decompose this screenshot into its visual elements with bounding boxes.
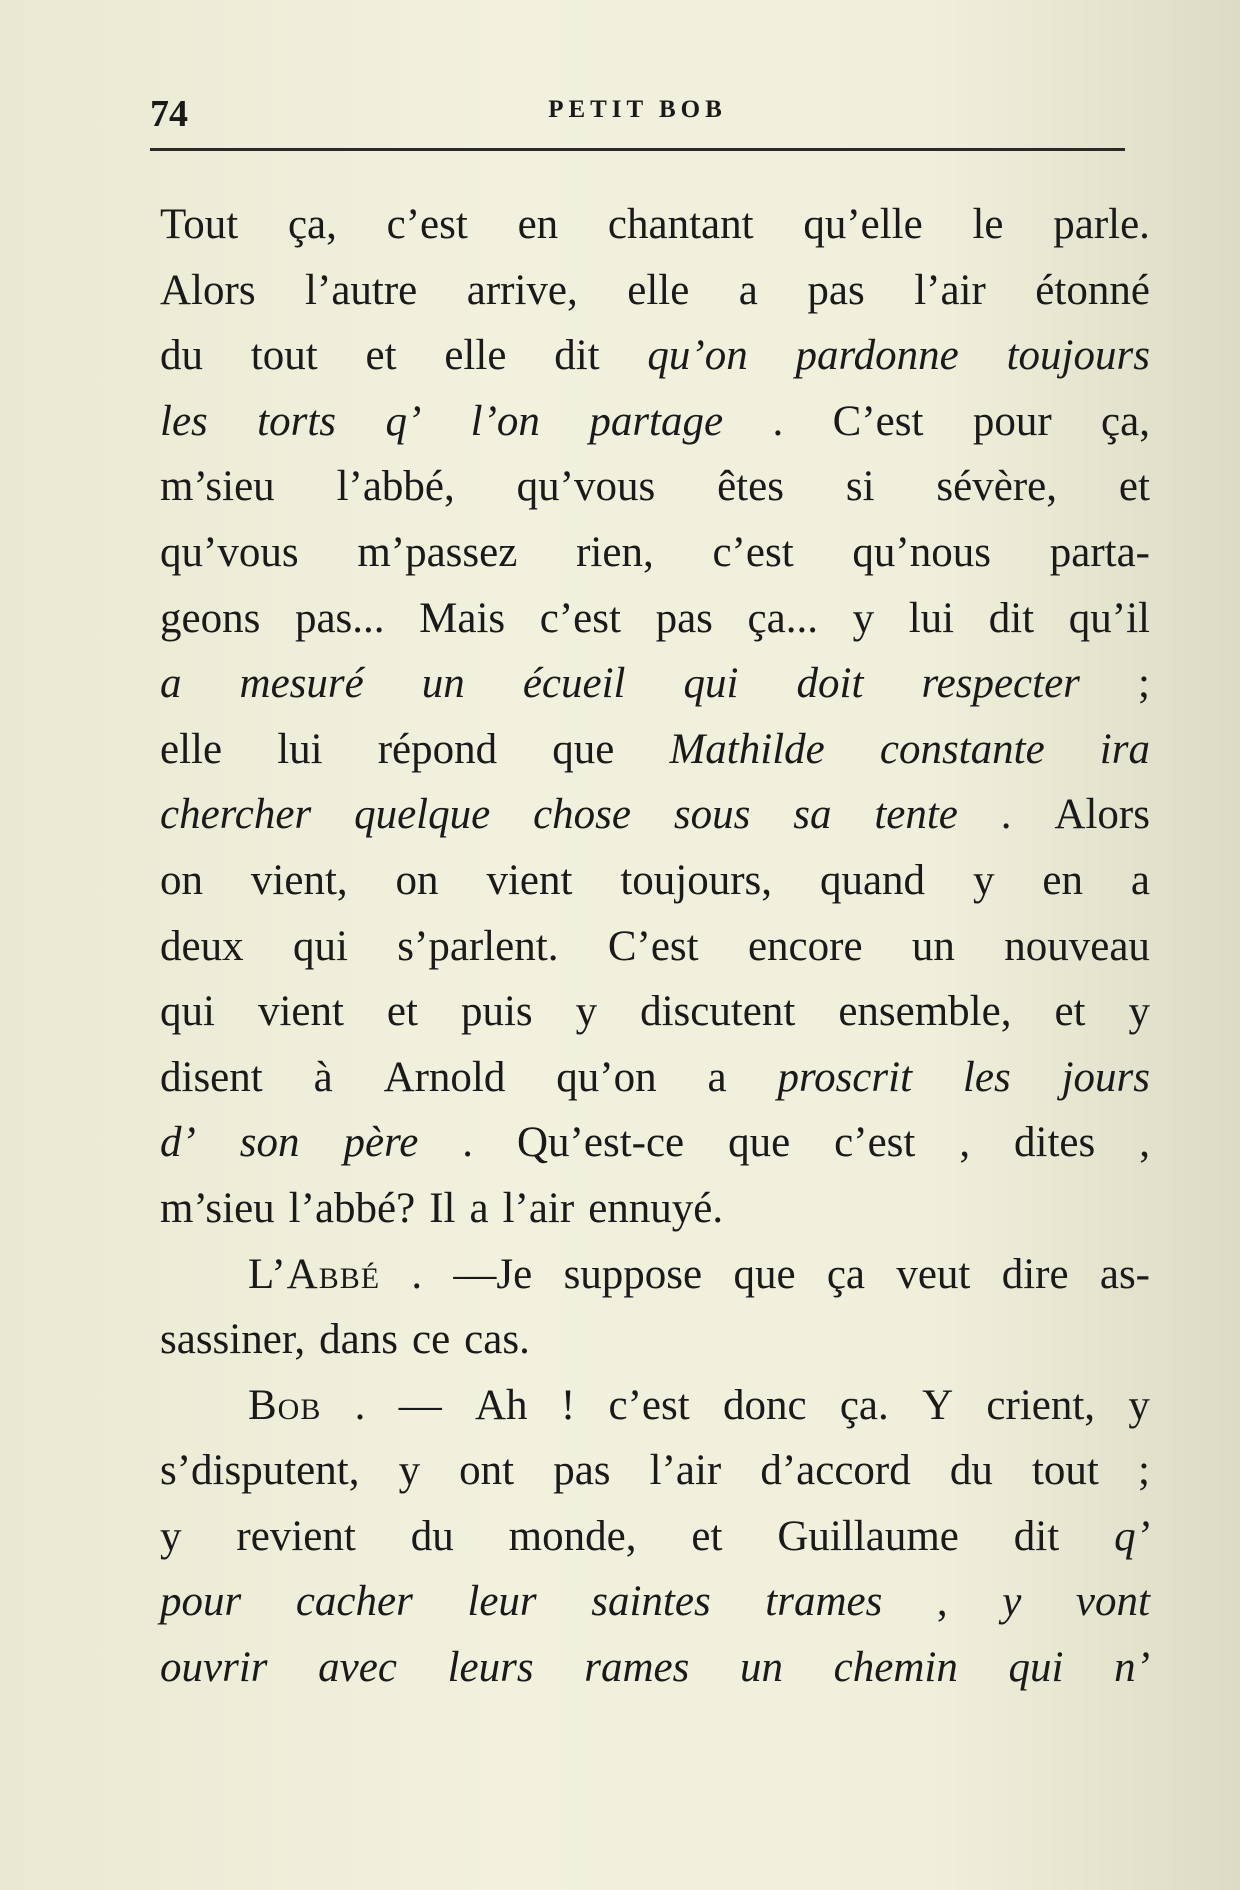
word: m’sieu	[160, 463, 275, 511]
word: c’est	[386, 201, 468, 248]
word: .	[772, 397, 784, 445]
word: suppose	[563, 1250, 703, 1298]
word: revient	[236, 1512, 356, 1560]
word: elle	[444, 332, 507, 380]
word: respecter	[921, 660, 1080, 708]
word: qu’vous	[516, 463, 656, 511]
word: avec	[318, 1644, 397, 1692]
word: L’Abbé	[248, 1250, 381, 1298]
word: que	[733, 1250, 796, 1298]
word: chemin	[833, 1644, 958, 1692]
text-line	[160, 1569, 1150, 1635]
word: q’	[1114, 1512, 1150, 1560]
word: et	[1118, 463, 1150, 511]
word: saintes	[591, 1578, 711, 1626]
word: écueil	[522, 660, 626, 708]
word: ;	[1137, 660, 1150, 708]
word: et	[386, 988, 418, 1036]
word: nouveau	[1004, 922, 1150, 970]
word: et	[691, 1512, 723, 1560]
text-line	[160, 258, 1150, 324]
word: l’air	[502, 1184, 575, 1232]
word: c’est	[539, 594, 621, 642]
word: l’on	[470, 397, 540, 445]
word: son	[239, 1119, 300, 1167]
word: —Je	[453, 1250, 533, 1298]
text-line	[160, 1045, 1150, 1111]
word: proscrit	[777, 1053, 913, 1101]
word: a	[738, 266, 758, 314]
word: en	[517, 201, 559, 248]
word: a	[469, 1184, 489, 1232]
word: en	[1042, 856, 1083, 904]
text-line	[160, 979, 1150, 1045]
word: jours	[1061, 1053, 1150, 1101]
word: as-	[1099, 1250, 1150, 1298]
word: s’parlent.	[397, 922, 559, 970]
running-title: PETIT BOB	[548, 96, 727, 123]
word: sous	[673, 791, 751, 839]
word: d’accord	[760, 1447, 911, 1495]
word: un	[421, 660, 465, 708]
word: du	[160, 332, 203, 380]
word: parta-	[1049, 528, 1150, 576]
word: ça.	[839, 1381, 889, 1429]
word: ça	[826, 1250, 866, 1298]
word: les	[962, 1053, 1011, 1101]
word: Tout	[160, 201, 239, 248]
word: .	[462, 1119, 474, 1167]
text-line	[160, 1176, 1150, 1242]
word: Bob	[248, 1381, 322, 1429]
word: Guillaume	[777, 1512, 959, 1560]
word: y	[1128, 988, 1150, 1036]
word: a	[1130, 856, 1150, 904]
word: rames	[584, 1644, 690, 1692]
word: pour	[972, 397, 1052, 445]
word: c’est	[608, 1381, 690, 1429]
word: ;	[1137, 1447, 1150, 1495]
word: lui	[277, 725, 323, 773]
word: y	[575, 988, 598, 1036]
word: on	[395, 856, 439, 904]
word: cacher	[295, 1578, 413, 1626]
text-line	[160, 1307, 1150, 1373]
word: si	[845, 463, 875, 511]
word: q’	[385, 397, 422, 445]
word: qui	[160, 988, 215, 1036]
word: leurs	[447, 1644, 534, 1692]
word: les	[160, 397, 208, 445]
word: un	[740, 1644, 783, 1692]
word: Alors	[160, 266, 256, 314]
word: constante	[879, 725, 1045, 773]
word: y	[398, 1447, 421, 1495]
word: leur	[467, 1578, 537, 1626]
word: c’est	[834, 1119, 916, 1167]
word: parle.	[1053, 201, 1150, 248]
word: C’est	[607, 922, 699, 970]
word: ensemble,	[838, 988, 1012, 1036]
word: n’	[1114, 1644, 1150, 1692]
text-line	[160, 1635, 1150, 1701]
word: ça,	[287, 201, 337, 248]
word: ont	[459, 1447, 515, 1495]
word: vient	[486, 856, 573, 904]
word: du	[949, 1447, 993, 1495]
text-line	[160, 389, 1150, 455]
word: Alors	[1054, 791, 1150, 839]
word: ennuyé.	[588, 1184, 724, 1232]
word: dans	[319, 1316, 398, 1364]
word: mesuré	[239, 660, 364, 708]
word: .	[411, 1250, 423, 1298]
word: ,	[1139, 1119, 1150, 1167]
word: arrive,	[466, 266, 578, 314]
word: cas.	[464, 1316, 530, 1364]
word: —	[398, 1381, 442, 1429]
word: un	[911, 922, 955, 970]
text-line	[160, 848, 1150, 914]
word: à	[313, 1053, 333, 1101]
word: quand	[819, 856, 926, 904]
word: Mais	[419, 594, 506, 642]
word: vient	[257, 988, 344, 1036]
word: c’est	[712, 528, 794, 576]
text-line	[160, 192, 1150, 258]
word: pardonne	[795, 332, 959, 380]
word: Il	[429, 1184, 456, 1232]
word: étonné	[1035, 266, 1150, 314]
word: donc	[722, 1381, 807, 1429]
word: Mathilde	[669, 725, 825, 773]
word: tout	[1031, 1447, 1099, 1495]
word: y	[160, 1512, 182, 1560]
word: qui	[1008, 1644, 1064, 1692]
text-line	[160, 586, 1150, 652]
word: .	[1000, 791, 1012, 839]
word: puis	[460, 988, 533, 1036]
word: ça,	[1101, 397, 1150, 445]
text-line	[160, 323, 1150, 389]
word: pas	[553, 1447, 611, 1495]
page-number: 74	[150, 93, 188, 135]
text-line	[160, 1242, 1150, 1308]
word: chose	[533, 791, 631, 839]
word: vient,	[250, 856, 348, 904]
word: m’sieu	[160, 1184, 275, 1232]
word: que	[552, 725, 615, 773]
page-header	[150, 88, 1125, 151]
text-line	[160, 1373, 1150, 1439]
word: dit	[988, 594, 1035, 642]
word: partage	[589, 397, 724, 445]
word: tout	[250, 332, 318, 380]
word: lui	[908, 594, 955, 642]
word: chantant	[607, 201, 754, 248]
word: ira	[1099, 725, 1150, 773]
word: veut	[896, 1250, 971, 1298]
word: discutent	[640, 988, 796, 1036]
word: encore	[747, 922, 863, 970]
word: Arnold	[383, 1053, 506, 1101]
text-line	[160, 520, 1150, 586]
word: disent	[160, 1053, 263, 1101]
word: geons	[160, 594, 261, 642]
word: l’autre	[305, 266, 418, 314]
word: quelque	[354, 791, 491, 839]
word: êtes	[717, 463, 784, 511]
word: a	[707, 1053, 727, 1101]
text-line	[160, 914, 1150, 980]
word: dire	[1001, 1250, 1069, 1298]
word: ça...	[747, 594, 818, 642]
word: ce	[412, 1316, 451, 1364]
word: doit	[796, 660, 864, 708]
word: vont	[1075, 1578, 1150, 1626]
word: qu’vous	[160, 528, 299, 576]
word: père	[343, 1119, 419, 1167]
word: qui	[683, 660, 739, 708]
word: on	[160, 856, 203, 904]
word: qu’il	[1068, 594, 1150, 642]
word: et	[1054, 988, 1086, 1036]
word: sa	[793, 791, 832, 839]
word: Ah	[475, 1381, 528, 1429]
word: elle	[160, 725, 223, 773]
word: du	[410, 1512, 454, 1560]
word: l’abbé,	[336, 463, 455, 511]
word: que	[728, 1119, 791, 1167]
word: qu’on	[556, 1053, 657, 1101]
text-line	[160, 717, 1150, 783]
word: ,	[959, 1119, 971, 1167]
word: pas...	[294, 594, 385, 642]
word: rien,	[576, 528, 654, 576]
word: l’air	[649, 1447, 722, 1495]
text-line	[160, 1438, 1150, 1504]
text-line	[160, 1504, 1150, 1570]
word: dit	[554, 332, 600, 380]
word: toujours	[1006, 332, 1150, 380]
word: toujours,	[620, 856, 773, 904]
word: et	[365, 332, 397, 380]
word: s’disputent,	[160, 1447, 360, 1495]
text-line	[160, 454, 1150, 520]
word: monde,	[508, 1512, 637, 1560]
word: pas	[807, 266, 865, 314]
word: l’air	[914, 266, 986, 314]
text-line	[160, 1110, 1150, 1176]
word: m’passez	[357, 528, 518, 576]
word: y	[1128, 1381, 1150, 1429]
word: elle	[627, 266, 690, 314]
word: le	[972, 201, 1004, 248]
word: qu’elle	[803, 201, 923, 248]
word: dites	[1014, 1119, 1096, 1167]
word: pour	[160, 1578, 242, 1626]
word: qu’nous	[852, 528, 991, 576]
body-text	[160, 192, 1150, 1701]
word: chercher	[160, 791, 312, 839]
word: d’	[160, 1119, 196, 1167]
word: trames	[765, 1578, 883, 1626]
word: torts	[257, 397, 337, 445]
word: sévère,	[936, 463, 1057, 511]
word: y	[852, 594, 875, 642]
word: répond	[377, 725, 498, 773]
word: .	[354, 1381, 366, 1429]
word: Qu’est-ce	[517, 1119, 685, 1167]
word: Y	[922, 1381, 954, 1429]
word: deux	[160, 922, 244, 970]
word: l’abbé?	[288, 1184, 416, 1232]
text-line	[160, 651, 1150, 717]
word: ,	[936, 1578, 948, 1626]
word: dit	[1013, 1512, 1060, 1560]
word: C’est	[832, 397, 924, 445]
word: qu’on	[647, 332, 748, 380]
word: qui	[292, 922, 348, 970]
word: a	[160, 660, 182, 708]
word: sassiner,	[160, 1316, 306, 1364]
text-line	[160, 782, 1150, 848]
word: tente	[874, 791, 958, 839]
word: y	[972, 856, 995, 904]
word: !	[560, 1381, 576, 1429]
word: y	[1002, 1578, 1022, 1626]
word: ouvrir	[160, 1644, 268, 1692]
word: pas	[655, 594, 713, 642]
word: crient,	[986, 1381, 1096, 1429]
